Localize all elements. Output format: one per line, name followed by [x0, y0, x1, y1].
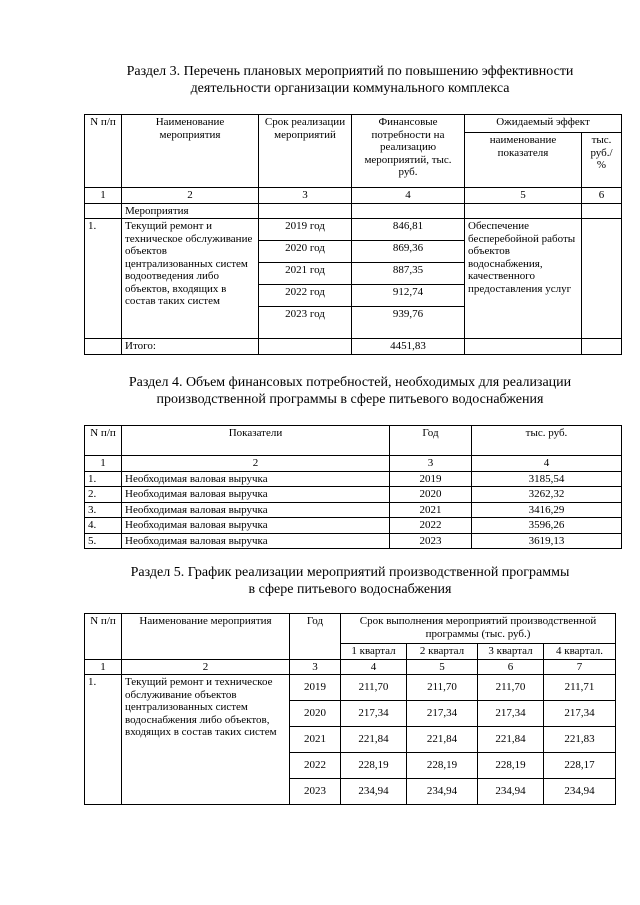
s4-header-num: N п/п	[85, 426, 122, 456]
table-row	[85, 502, 622, 518]
s3-header-indicator: наименование показателя	[465, 133, 582, 188]
s3-header-finance: Финансовые потребности на реализацию мероприятий, тыс. руб.	[352, 115, 465, 188]
s4-row-value: 3596,26	[472, 518, 622, 534]
s3-total-label: Итого:	[122, 339, 259, 355]
s5-header-num: N п/п	[85, 614, 122, 660]
s4-row-year: 2020	[390, 487, 472, 503]
s4-row-value: 3416,29	[472, 502, 622, 518]
table-row	[85, 471, 622, 487]
s4-row-num: 4.	[85, 518, 122, 534]
s5-row-year: 2020	[290, 701, 341, 727]
section5-title	[60, 564, 640, 598]
s3-colnum: 2	[122, 188, 259, 204]
s3-header-unit: тыс. руб./ %	[582, 133, 622, 188]
s3-year-value: 887,35	[352, 263, 465, 285]
s5-q1: 211,70	[341, 675, 407, 701]
s5-colnum: 5	[407, 659, 478, 675]
s5-q4: 234,94	[544, 779, 616, 805]
s3-empty-cell	[582, 339, 622, 355]
section3-table	[84, 114, 622, 355]
section5-table	[84, 613, 616, 805]
s3-colnum: 6	[582, 188, 622, 204]
s5-colnum: 2	[122, 659, 290, 675]
s3-empty-cell	[582, 219, 622, 339]
s5-header-year: Год	[290, 614, 341, 660]
s3-year: 2021 год	[259, 263, 352, 285]
s5-q3: 221,84	[478, 727, 544, 753]
s5-q2: 217,34	[407, 701, 478, 727]
table-row	[85, 533, 622, 549]
s4-row-name: Необходимая валовая выручка	[122, 518, 390, 534]
s3-empty-cell	[582, 203, 622, 219]
s3-colnum: 1	[85, 188, 122, 204]
s5-q3: 217,34	[478, 701, 544, 727]
section4-title	[60, 374, 640, 408]
s3-total-value: 4451,83	[352, 339, 465, 355]
table-row	[85, 675, 616, 701]
s3-header-term: Срок реализации мероприятий	[259, 115, 352, 188]
s5-colnum: 3	[290, 659, 341, 675]
s5-colnum: 4	[341, 659, 407, 675]
table-row	[85, 518, 622, 534]
s4-colnum: 3	[390, 456, 472, 472]
s5-q2: 228,19	[407, 753, 478, 779]
s4-header-year: Год	[390, 426, 472, 456]
s5-row-year: 2019	[290, 675, 341, 701]
s4-row-year: 2023	[390, 533, 472, 549]
s3-item-name: Текущий ремонт и техническое обслуживание объектов централизованных систем водоотведения либо объектов, входящих в состав таких систем	[122, 219, 259, 339]
s5-row-year: 2022	[290, 753, 341, 779]
s5-q1: 221,84	[341, 727, 407, 753]
s3-year-value: 846,81	[352, 219, 465, 241]
s3-empty-cell	[85, 203, 122, 219]
s4-row-num: 5.	[85, 533, 122, 549]
s5-item-name: Текущий ремонт и техническое обслуживание объектов централизованных систем водоснабжения либо объектов, входящих в состав таких систем	[122, 675, 290, 805]
s3-year-value: 869,36	[352, 241, 465, 263]
s4-row-num: 1.	[85, 471, 122, 487]
s4-row-num: 3.	[85, 502, 122, 518]
s3-empty-cell	[259, 203, 352, 219]
s3-empty-cell	[259, 339, 352, 355]
s4-row-value: 3619,13	[472, 533, 622, 549]
s5-q2: 211,70	[407, 675, 478, 701]
s3-effect-text: Обеспечение бесперебойной работы объектов водоснабжения, качественного предоставления услуг	[465, 219, 582, 339]
s4-header-amount: тыс. руб.	[472, 426, 622, 456]
s3-year: 2019 год	[259, 219, 352, 241]
s3-header-name: Наименование мероприятия	[122, 115, 259, 188]
s5-q4: 211,71	[544, 675, 616, 701]
s5-q2: 234,94	[407, 779, 478, 805]
s4-row-value: 3262,32	[472, 487, 622, 503]
s3-empty-cell	[352, 203, 465, 219]
s5-row-year: 2023	[290, 779, 341, 805]
s3-colnum: 5	[465, 188, 582, 204]
s5-colnum: 1	[85, 659, 122, 675]
s3-item-num: 1.	[85, 219, 122, 339]
s3-colnum: 4	[352, 188, 465, 204]
s5-header-name: Наименование мероприятия	[122, 614, 290, 660]
s3-year: 2022 год	[259, 285, 352, 307]
s4-header-indicators: Показатели	[122, 426, 390, 456]
s5-q4: 228,17	[544, 753, 616, 779]
s4-row-value: 3185,54	[472, 471, 622, 487]
s5-item-num: 1.	[85, 675, 122, 805]
s5-q3: 211,70	[478, 675, 544, 701]
s5-row-year: 2021	[290, 727, 341, 753]
s5-q1: 234,94	[341, 779, 407, 805]
s3-year-value: 939,76	[352, 307, 465, 339]
s3-colnum: 3	[259, 188, 352, 204]
s5-q2: 221,84	[407, 727, 478, 753]
s4-colnum: 1	[85, 456, 122, 472]
s4-row-year: 2022	[390, 518, 472, 534]
table-row	[85, 487, 622, 503]
s3-year-value: 912,74	[352, 285, 465, 307]
s3-header-num: N п/п	[85, 115, 122, 188]
s5-q3: 234,94	[478, 779, 544, 805]
s3-empty-cell	[465, 203, 582, 219]
s5-q4: 221,83	[544, 727, 616, 753]
section3-title-line2: деятельности организации коммунального комплекса	[190, 81, 510, 96]
s3-empty-cell	[85, 339, 122, 355]
s4-row-name: Необходимая валовая выручка	[122, 471, 390, 487]
s5-header-q3: 3 квартал	[478, 644, 544, 660]
s4-colnum: 2	[122, 456, 390, 472]
s5-colnum: 7	[544, 659, 616, 675]
s4-row-year: 2019	[390, 471, 472, 487]
s5-header-q1: 1 квартал	[341, 644, 407, 660]
section3-title	[60, 63, 640, 97]
section4-table	[84, 425, 622, 549]
s3-year: 2020 год	[259, 241, 352, 263]
s5-q1: 228,19	[341, 753, 407, 779]
s4-row-num: 2.	[85, 487, 122, 503]
s5-header-term: Срок выполнения мероприятий производственной программы (тыс. руб.)	[341, 614, 616, 644]
s3-empty-cell	[465, 339, 582, 355]
s5-q3: 228,19	[478, 753, 544, 779]
s4-row-year: 2021	[390, 502, 472, 518]
section5-title-line1: Раздел 5. График реализации мероприятий производственной программы	[130, 565, 570, 580]
s5-header-q2: 2 квартал	[407, 644, 478, 660]
s5-q4: 217,34	[544, 701, 616, 727]
s3-header-effect: Ожидаемый эффект	[465, 115, 622, 133]
s3-year: 2023 год	[259, 307, 352, 339]
section5-title-line2: в сфере питьевого водоснабжения	[248, 582, 452, 597]
s4-row-name: Необходимая валовая выручка	[122, 487, 390, 503]
section4-title-line2: производственной программы в сфере питьевого водоснабжения	[156, 392, 544, 407]
s5-header-q4: 4 квартал.	[544, 644, 616, 660]
s3-group-label: Мероприятия	[122, 203, 259, 219]
s4-row-name: Необходимая валовая выручка	[122, 502, 390, 518]
s4-colnum: 4	[472, 456, 622, 472]
s5-q1: 217,34	[341, 701, 407, 727]
section4-title-line1: Раздел 4. Объем финансовых потребностей, необходимых для реализации	[128, 375, 572, 390]
s4-row-name: Необходимая валовая выручка	[122, 533, 390, 549]
section3-title-line1: Раздел 3. Перечень плановых мероприятий по повышению эффективности	[126, 64, 574, 79]
s5-colnum: 6	[478, 659, 544, 675]
